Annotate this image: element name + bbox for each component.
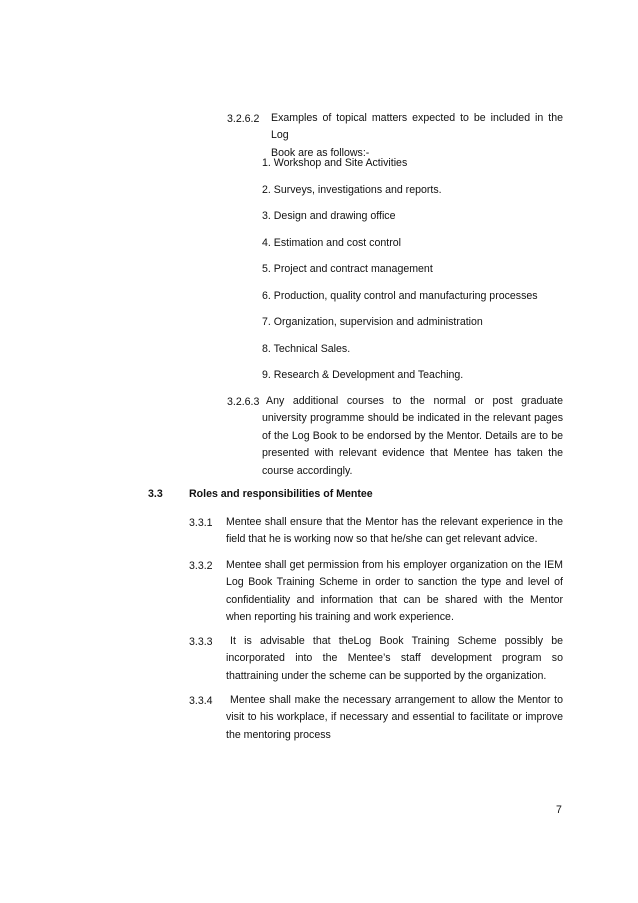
section-3263-text (262, 393, 563, 480)
section-number-331: 3.3.1 (189, 517, 213, 529)
text-line: incorporated into the Mentee’s staff development program so (226, 652, 563, 665)
section-332-text (226, 557, 563, 627)
list-item: 3. Design and drawing office (262, 210, 396, 222)
text-line: Book are as follows:- (271, 146, 370, 159)
text-line: field that he is working now so that he/she can get relevant advice. (226, 533, 538, 546)
section-3262-text (271, 110, 563, 162)
list-item: 8. Technical Sales. (262, 343, 351, 355)
text-line: confidentiality and information that can be shared with the Mentor (226, 593, 563, 606)
text-line: Mentee shall ensure that the Mentor has the relevant experience in the (226, 516, 563, 528)
text-line: Any additional courses to the normal or post graduate (266, 395, 563, 407)
list-item: 4. Estimation and cost control (262, 237, 401, 249)
list-item: 7. Organization, supervision and administration (262, 316, 483, 328)
text-line: Log Book Training Scheme in order to sanction the type and level of (226, 576, 563, 589)
text-line: presented with relevant evidence that Mentee has taken the (262, 447, 563, 460)
section-number-333: 3.3.3 (189, 636, 213, 648)
text-line: thattraining under the scheme can be supported by the organization. (226, 669, 547, 682)
text-line: Examples of topical matters expected to be included in the Log (271, 112, 563, 142)
list-item: 2. Surveys, investigations and reports. (262, 184, 442, 196)
section-334-text (226, 692, 563, 744)
section-number-332: 3.3.2 (189, 560, 213, 572)
section-number-334: 3.3.4 (189, 695, 213, 707)
text-line: visit to his workplace, if necessary and essential to facilitate or improve (226, 711, 563, 724)
text-line: when reporting his training and work experience. (226, 611, 454, 624)
list-item: 1. Workshop and Site Activities (262, 157, 408, 169)
text-line: of the Log Book to be endorsed by the Mentor. Details are to be (262, 429, 563, 442)
text-line: the mentoring process (226, 728, 331, 741)
list-item: 9. Research & Development and Teaching. (262, 369, 464, 381)
text-line: Mentee shall get permission from his employer organization on the IEM (226, 559, 563, 571)
section-number-3263: 3.2.6.3 (227, 396, 260, 408)
section-heading: Roles and responsibilities of Mentee (189, 488, 373, 500)
page-number: 7 (556, 804, 562, 816)
text-line: university programme should be indicated in the relevant pages (262, 412, 563, 425)
section-331-text (226, 514, 563, 549)
text-line: Mentee shall make the necessary arrangement to allow the Mentor to (230, 694, 563, 706)
text-line: It is advisable that theLog Book Training Scheme possibly be (230, 635, 563, 647)
list-item: 5. Project and contract management (262, 263, 433, 275)
section-number-33: 3.3 (148, 488, 163, 500)
list-item: 6. Production, quality control and manufacturing processes (262, 290, 538, 302)
section-number-3262: 3.2.6.2 (227, 113, 260, 125)
section-333-text (226, 633, 563, 685)
text-line: course accordingly. (262, 464, 353, 477)
